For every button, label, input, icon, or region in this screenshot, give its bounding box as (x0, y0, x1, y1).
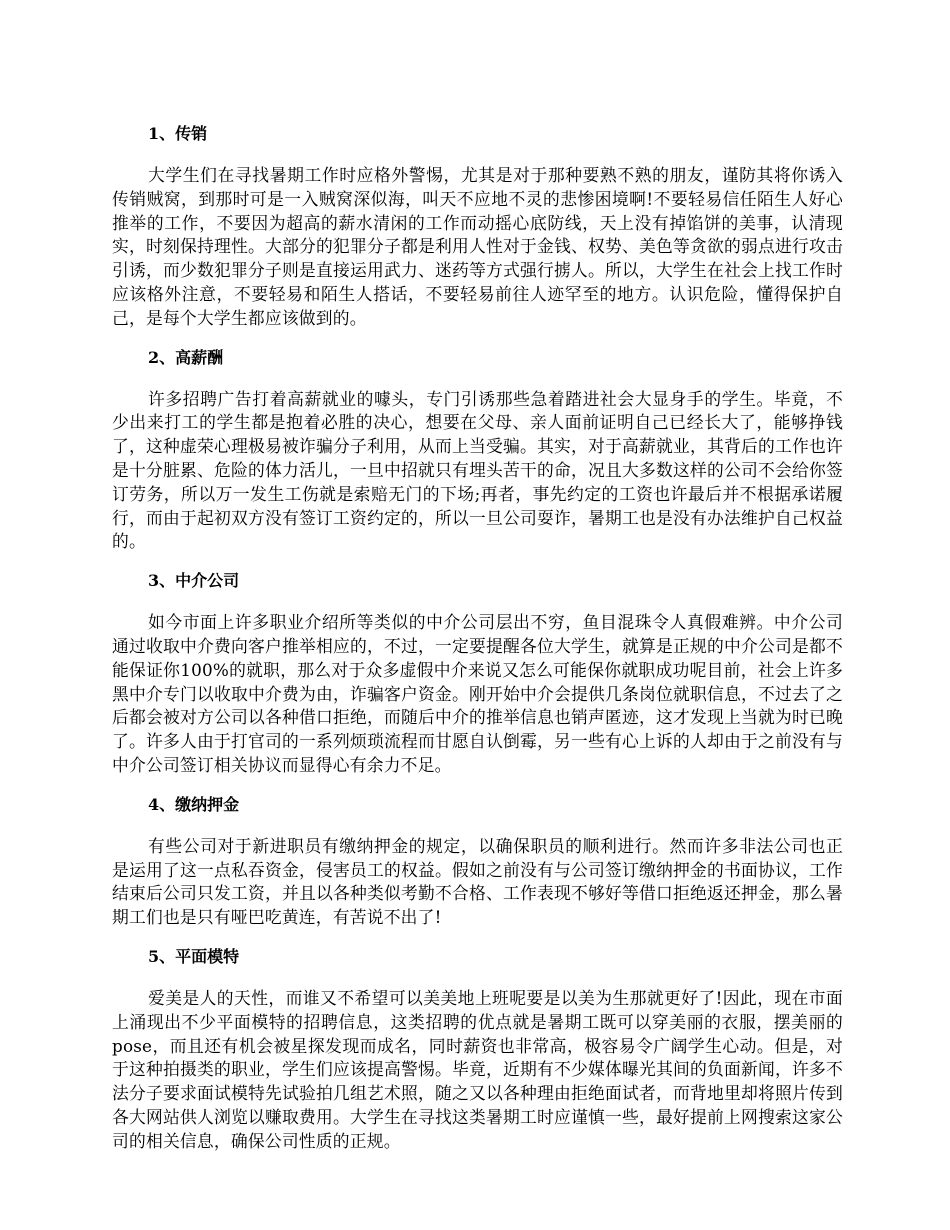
section-paragraph: 大学生们在寻找暑期工作时应格外警惕，尤其是对于那种要熟不熟的朋友，谨防其将你诱入传销贼窝，到那时可是一入贼窝深似海，叫天不应地不灵的悲惨困境啊!不要轻易信任陌生人好心推举的工作，不要因为超高的薪水清闲的工作而动摇心底防线，天上没有掉馅饼的美事，认清现实，时刻保持理性。大部分的犯罪分子都是利用人性对于金钱、权势、美色等贪欲的弱点进行攻击引诱，而少数犯罪分子则是直接运用武力、迷药等方式强行掳人。所以，大学生在社会上找工作时应该格外注意，不要轻易和陌生人搭话，不要轻易前往人迹罕至的地方。认识危险，懂得保护自己，是每个大学生都应该做到的。 (112, 165, 843, 328)
section-heading: 4、缴纳押金 (148, 794, 240, 814)
section-paragraph: 许多招聘广告打着高薪就业的噱头，专门引诱那些急着踏进社会大显身手的学生。毕竟，不少出来打工的学生都是抱着必胜的决心，想要在父母、亲人面前证明自己已经长大了，能够挣钱了，这种虚荣心理极易被诈骗分子利用，从而上当受骗。其实，对于高薪就业，其背后的工作也许是十分脏累、危险的体力活儿，一旦中招就只有埋头苦干的命，况且大多数这样的公司不会给你签订劳务，所以万一发生工伤就是索赔无门的下场;再者，事先约定的工资也许最后并不根据承诺履行，而由于起初双方没有签订工资约定的，所以一旦公司耍诈，暑期工也是没有办法维护自己权益的。 (112, 388, 843, 552)
section-heading: 3、中介公司 (148, 571, 240, 591)
section-print-model (112, 945, 843, 1154)
section-high-salary (112, 346, 843, 555)
section-heading: 5、平面模特 (148, 946, 240, 966)
section-paragraph: 爱美是人的天性，而谁又不希望可以美美地上班呢要是以美为生那就更好了!因此，现在市面上涌现出不少平面模特的招聘信息，这类招聘的优点就是暑期工既可以穿美丽的衣服，摆美丽的pose，而且还有机会被星探发现而成名，同时薪资也非常高，极容易令广阔学生心动。但是，对于这种拍摄类的职业，学生们应该提高警惕。毕竟，近期有不少媒体曝光其间的负面新闻，许多不法分子要求面试模特先试验拍几组艺术照，随之又以各种理由拒绝面试者，而背地里却将照片传到各大网站供人浏览以赚取费用。大学生在寻找这类暑期工时应谨慎一些，最好提前上网搜索这家公司的相关信息，确保公司性质的正规。 (112, 987, 843, 1151)
section-pyramid-selling (112, 122, 843, 331)
document-page (112, 122, 843, 1169)
section-paragraph: 有些公司对于新进职员有缴纳押金的规定，以确保职员的顺利进行。然而许多非法公司也正是运用了这一点私吞资金，侵害员工的权益。假如之前没有与公司签订缴纳押金的书面协议，工作结束后公司只发工资，并且以各种类似考勤不合格、工作表现不够好等借口拒绝返还押金，那么暑期工们也是只有哑巴吃黄连，有苦说不出了! (112, 835, 843, 928)
section-agency (112, 569, 843, 778)
section-paragraph: 如今市面上许多职业介绍所等类似的中介公司层出不穷，鱼目混珠令人真假难辨。中介公司通过收取中介费向客户推举相应的，不过，一定要提醒各位大学生，就算是正规的中介公司是都不能保证你100%的就职，那么对于众多虚假中介来说又怎么可能保你就职成功呢目前，社会上许多黑中介专门以收取中介费为由，诈骗客户资金。刚开始中介会提供几条岗位就职信息，不过去了之后都会被对方公司以各种借口拒绝，而随后中介的推举信息也销声匿迹，这才发现上当就为时已晚了。许多人由于打官司的一系列烦琐流程而甘愿自认倒霉，另一些有心上诉的人却由于之前没有与中介公司签订相关协议而显得心有余力不足。 (112, 612, 843, 775)
section-heading: 1、传销 (148, 124, 208, 143)
section-heading: 2、高薪酬 (148, 347, 224, 367)
section-deposit (112, 793, 843, 930)
